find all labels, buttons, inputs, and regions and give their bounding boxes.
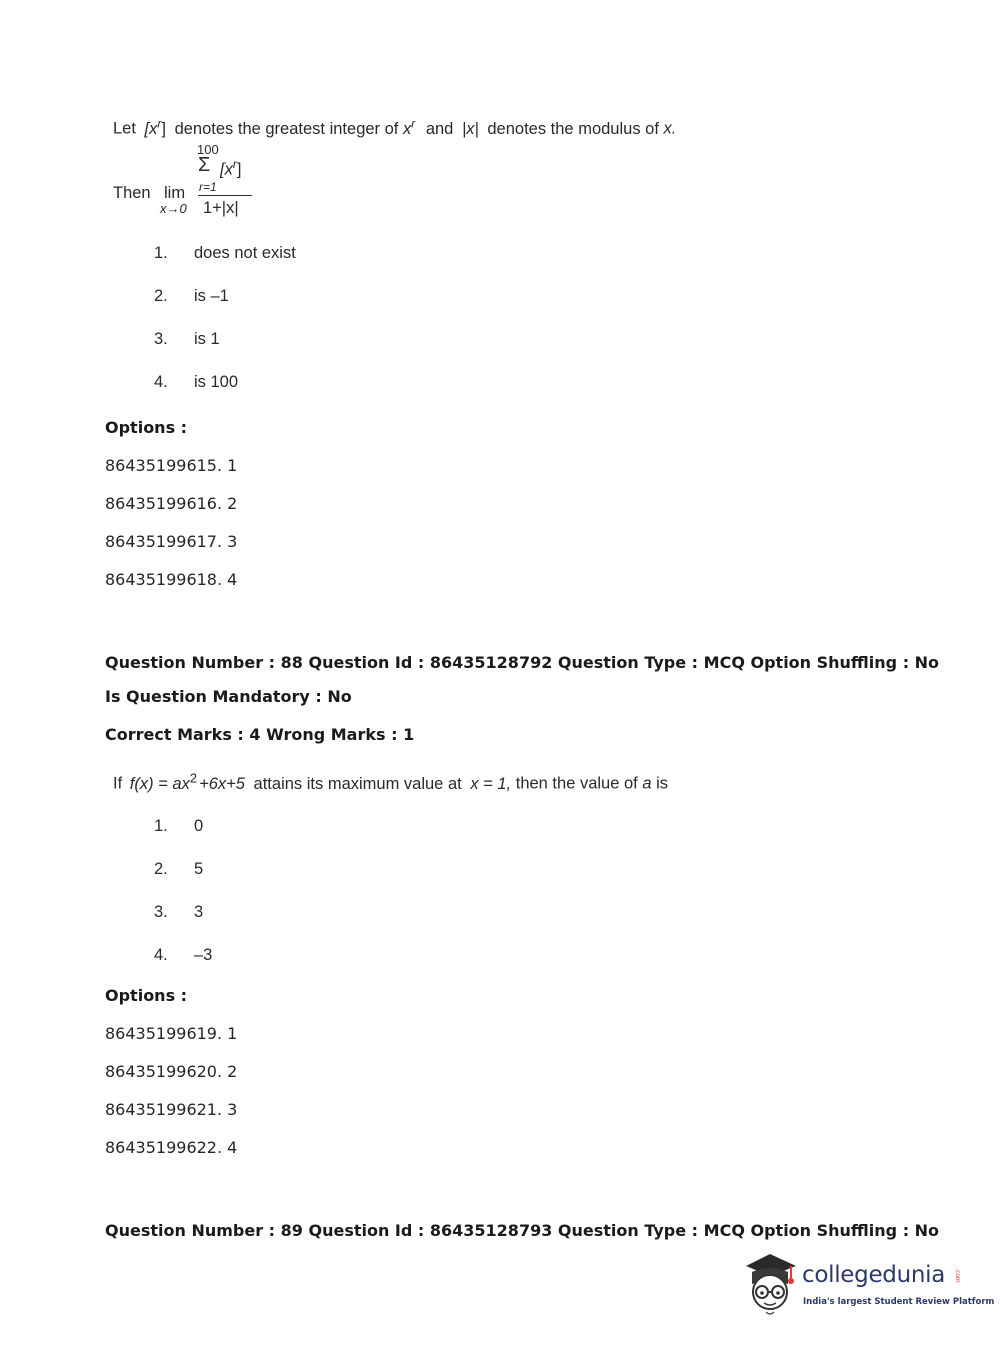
lim-label: lim (164, 184, 186, 202)
fraction-bar (198, 195, 252, 196)
q88-choice-2-text: 5 (194, 860, 204, 878)
q88-stem (113, 770, 668, 794)
stem-let: Let (113, 119, 136, 138)
q88-choice-3-num: 3. (154, 903, 168, 921)
q88-choice-4-text: –3 (194, 946, 213, 964)
then-label: Then (113, 184, 151, 202)
sum-upper-limit: 100 (197, 142, 219, 157)
stem-middle: attains its maximum value at (253, 774, 462, 793)
stem-x-equals: x = 1, (470, 774, 512, 793)
q87-options-label: Options : (105, 418, 188, 437)
q87-choice-2-text: is –1 (194, 287, 229, 305)
stem-end: then the value of (515, 774, 638, 793)
fraction-denominator: 1+|x| (203, 199, 239, 217)
q87-choice-1-num: 1. (154, 244, 168, 262)
q87-option-id-4: 86435199618. 4 (105, 570, 238, 589)
q88-option-id-3: 86435199621. 3 (105, 1100, 238, 1119)
q88-choice-2-num: 2. (154, 860, 168, 878)
q88-marks: Correct Marks : 4 Wrong Marks : 1 (105, 725, 415, 744)
q88-choice-4-num: 4. (154, 946, 168, 964)
q88-option-id-1: 86435199619. 1 (105, 1024, 238, 1043)
q88-options-label: Options : (105, 986, 188, 1005)
stem-if: If (113, 774, 123, 793)
q87-choice-2-num: 2. (154, 287, 168, 305)
q87-choice-4-num: 4. (154, 373, 168, 391)
function-expression: $f(x) = ax^2 +6x+5$ (129, 770, 245, 793)
q89-header: Question Number : 89 Question Id : 86435128793 Question Type : MCQ Option Shuffling : No (105, 1221, 940, 1240)
student-mascot-icon (740, 1250, 802, 1318)
q88-mandatory: Is Question Mandatory : No (105, 687, 352, 706)
sigma-symbol: Σ (198, 154, 211, 176)
q87-choice-3-num: 3. (154, 330, 168, 348)
q88-header: Question Number : 88 Question Id : 86435128792 Question Type : MCQ Option Shuffling : No (105, 653, 940, 672)
stem-is: is (656, 774, 669, 793)
q88-choice-1-text: 0 (194, 817, 204, 835)
stem-and: and (425, 119, 454, 138)
q87-choice-4-text: is 100 (194, 373, 239, 391)
q87-choice-1-text: does not exist (194, 244, 296, 262)
stem-a: a (642, 774, 652, 793)
sum-body: $[x^r]$ (220, 157, 242, 179)
q87-option-id-3: 86435199617. 3 (105, 532, 238, 551)
x-power-r: $x^r$ (402, 116, 416, 138)
q88-option-id-2: 86435199620. 2 (105, 1062, 238, 1081)
q87-stem (113, 116, 753, 138)
stem-x-end: x. (663, 119, 677, 138)
q87-option-id-1: 86435199615. 1 (105, 456, 238, 475)
collegedunia-logo (740, 1250, 995, 1320)
q87-option-id-2: 86435199616. 2 (105, 494, 238, 513)
stem-modulus-text: denotes the modulus of (487, 119, 659, 138)
q88-choice-3-text: 3 (194, 903, 204, 921)
sum-lower-limit: r=1 (199, 180, 217, 194)
q87-choice-3-text: is 1 (194, 330, 220, 348)
logo-com-text: .com (954, 1268, 961, 1283)
logo-tagline: India's largest Student Review Platform (803, 1297, 995, 1307)
lim-subscript: x→0 (160, 201, 187, 216)
q88-choice-1-num: 1. (154, 817, 168, 835)
q88-option-id-4: 86435199622. 4 (105, 1138, 238, 1157)
modulus-notation: |x| (461, 119, 479, 138)
logo-brand-text: collegedunia (802, 1262, 946, 1288)
stem-denotes: denotes the greatest integer of (174, 119, 399, 138)
greatest-integer-notation: $[x^r]$ (144, 116, 166, 138)
